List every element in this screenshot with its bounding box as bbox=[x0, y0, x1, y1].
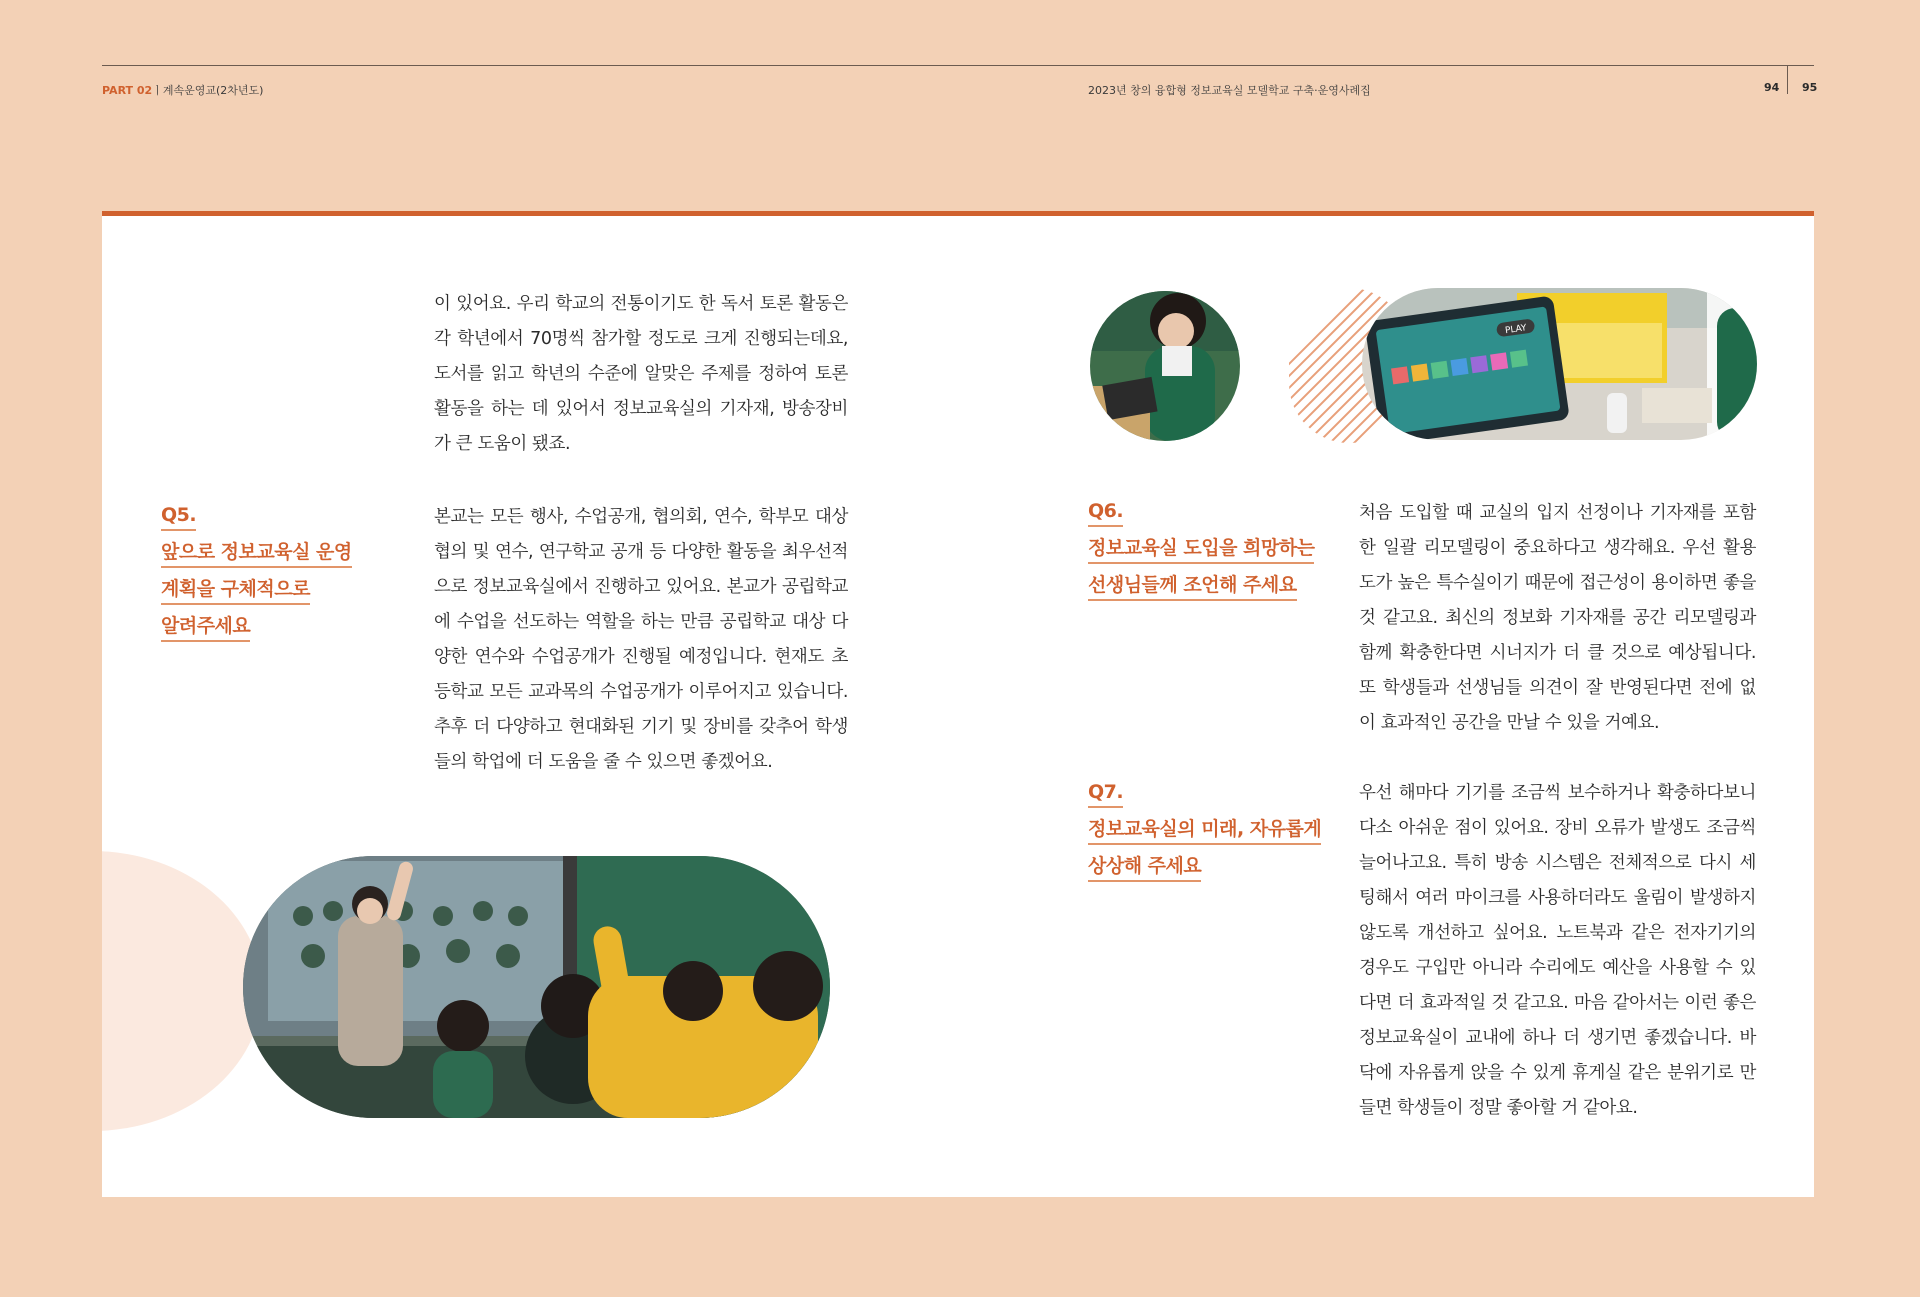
q6-title-line1: 정보교육실 도입을 희망하는 bbox=[1088, 535, 1314, 564]
tablet-photo bbox=[1362, 288, 1757, 440]
q5-title-line1: 앞으로 정보교육실 운영 bbox=[161, 539, 352, 568]
page-number-left: 94 bbox=[1764, 81, 1780, 94]
question-q7 bbox=[1088, 779, 1321, 890]
q5-title-line3: 알려주세요 bbox=[161, 613, 250, 642]
q5-answer: 본교는 모든 행사, 수업공개, 협의회, 연수, 학부모 대상 협의 및 연수, 연구학교 공개 등 다양한 활동을 최우선적으로 정보교육실에서 진행하고 있어요. 본교가 공립학교에 수업을 선도하는 역할을 하는 만큼 공립학교 대상 다양한 연수와 수업공개가 진행될 예정입니다. 현재도 초등학교 모든 교과목의 수업공개가 이루어지고 있습니다. 추후 더 다양하고 현대화된 기기 및 장비를 갖추어 학생들의 학업에 더 도움을 줄 수 있으면 좋겠어요. bbox=[434, 507, 848, 772]
question-q5 bbox=[161, 502, 352, 650]
section-label: ㅣ계속운영교(2차년도) bbox=[152, 84, 264, 97]
student-laptop-photo bbox=[1090, 291, 1240, 441]
question-q6 bbox=[1088, 498, 1314, 609]
page-number-right: 95 bbox=[1802, 81, 1818, 94]
intro-paragraph: 이 있어요. 우리 학교의 전통이기도 한 독서 토론 활동은 각 학년에서 70명씩 참가할 정도로 크게 진행되는데요, 도서를 읽고 학년의 수준에 알맞은 주제를 정하여 토론 활동을 하는 데 있어서 정보교육실의 기자재, 방송장비가 큰 도움이 됐죠. bbox=[434, 294, 848, 454]
q6-title-line2: 선생님들께 조언해 주세요 bbox=[1088, 572, 1297, 601]
q6-number: Q6. bbox=[1088, 498, 1123, 527]
q7-title-line1: 정보교육실의 미래, 자유롭게 bbox=[1088, 816, 1321, 845]
q7-answer: 우선 해마다 기기를 조금씩 보수하거나 확충하다보니 다소 아쉬운 점이 있어요. 장비 오류가 발생도 조금씩 늘어나고요. 특히 방송 시스템은 전체적으로 다시 세팅해서 여러 마이크를 사용하더라도 울림이 발생하지 않도록 개선하고 싶어요. 노트북과 같은 전자기기의 경우도 구입만 아니라 수리에도 예산을 사용할 수 있다면 더 효과적일 것 같고요. 마음 같아서는 이런 좋은 정보교육실이 교내에 하나 더 생기면 좋겠습니다. 바닥에 자유롭게 앉을 수 있게 휴게실 같은 분위기로 만들면 학생들이 정말 좋아할 거 같아요. bbox=[1359, 783, 1756, 1118]
publication-title: 2023년 창의 융합형 정보교육실 모델학교 구축·운영사례집 bbox=[1088, 84, 1371, 97]
classroom-photo bbox=[243, 856, 830, 1118]
content-card bbox=[102, 211, 1814, 1197]
header-rule bbox=[102, 65, 1814, 66]
q5-title-line2: 계획을 구체적으로 bbox=[161, 576, 310, 605]
q6-answer: 처음 도입할 때 교실의 입지 선정이나 기자재를 포함한 일괄 리모델링이 중요하다고 생각해요. 우선 활용도가 높은 특수실이기 때문에 접근성이 용이하면 좋을 것 같고요. 최신의 정보화 기자재를 공간 리모델링과 함께 확충한다면 시너지가 더 클 것으로 예상됩니다. 또 학생들과 선생님들 의견이 잘 반영된다면 전에 없이 효과적인 공간을 만날 수 있을 거예요. bbox=[1359, 503, 1756, 733]
tablet-play-button-label: PLAY bbox=[1504, 323, 1528, 337]
running-head-left bbox=[102, 82, 263, 98]
q5-number: Q5. bbox=[161, 502, 196, 531]
part-label: PART 02 bbox=[102, 84, 153, 97]
decorative-circle bbox=[102, 851, 262, 1131]
page-number-divider bbox=[1787, 66, 1788, 94]
q7-number: Q7. bbox=[1088, 779, 1123, 808]
q7-title-line2: 상상해 주세요 bbox=[1088, 853, 1201, 882]
